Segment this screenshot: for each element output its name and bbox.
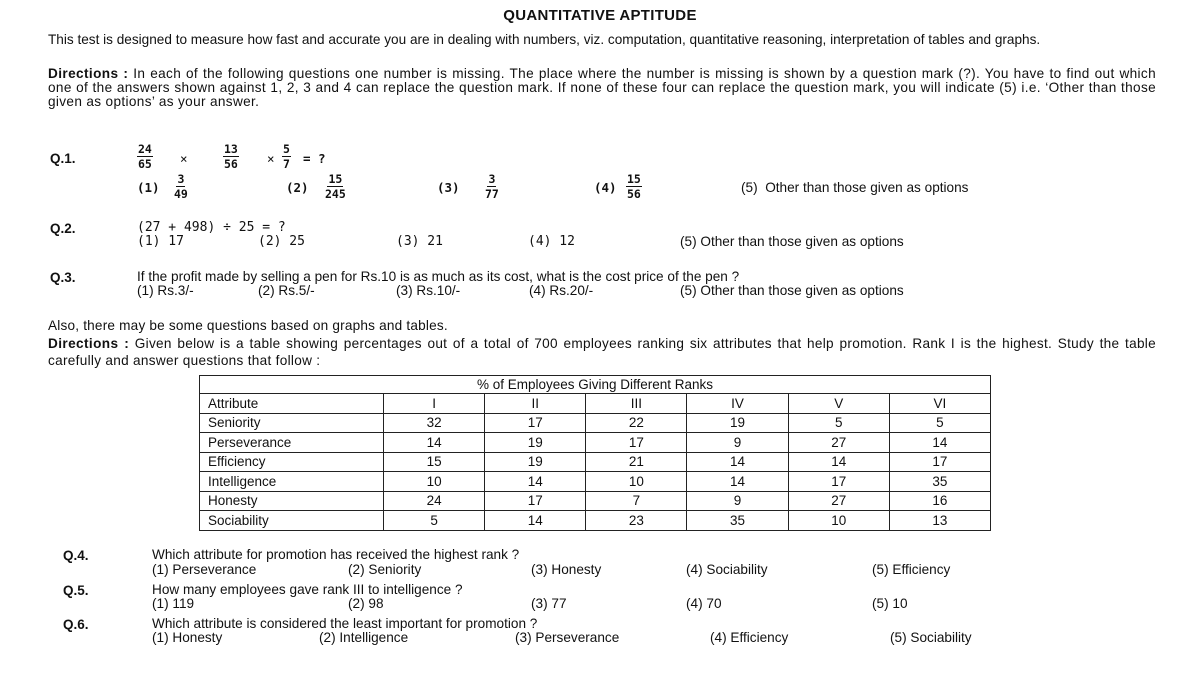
attribute-cell: Perseverance — [200, 433, 384, 453]
option-label: (3) — [437, 180, 460, 195]
q5-option-5[interactable]: (5) 10 — [872, 596, 908, 611]
q1-option-5[interactable]: (5) Other than those given as options — [741, 180, 969, 195]
ranks-table — [199, 375, 991, 531]
q1-option-3-fraction[interactable]: $\frac{3}{77}$ — [485, 172, 499, 201]
value-cell: 9 — [687, 491, 788, 511]
q6-option-3[interactable]: (3) Perseverance — [515, 630, 620, 645]
table-row — [200, 413, 991, 433]
q6-option-2[interactable]: (2) Intelligence — [319, 630, 409, 645]
question-number: Q.3. — [50, 270, 76, 285]
header-cell: VI — [889, 394, 990, 414]
page-title: QUANTITATIVE APTITUDE — [503, 7, 697, 24]
multiply-sign: × — [267, 151, 275, 166]
header-cell: I — [384, 394, 485, 414]
value-cell: 14 — [384, 433, 485, 453]
value-cell: 27 — [788, 433, 889, 453]
value-cell: 9 — [687, 433, 788, 453]
q2-option-2[interactable]: (2) 25 — [258, 234, 305, 249]
table-header-row — [200, 394, 991, 414]
value-cell: 14 — [485, 472, 586, 492]
header-cell: III — [586, 394, 687, 414]
value-cell: 5 — [788, 413, 889, 433]
q3-option-3[interactable]: (3) Rs.10/- — [396, 283, 461, 298]
directions-label: Directions : — [48, 336, 130, 351]
value-cell: 35 — [889, 472, 990, 492]
q6-option-1[interactable]: (1) Honesty — [152, 630, 223, 645]
option-label: (2) — [286, 180, 309, 195]
value-cell: 10 — [788, 511, 889, 531]
value-cell: 17 — [485, 491, 586, 511]
value-cell: 17 — [788, 472, 889, 492]
header-cell: V — [788, 394, 889, 414]
q4-option-5[interactable]: (5) Efficiency — [872, 562, 951, 577]
value-cell: 17 — [485, 413, 586, 433]
q3-option-4[interactable]: (4) Rs.20/- — [529, 283, 594, 298]
value-cell: 22 — [586, 413, 687, 433]
value-cell: 17 — [586, 433, 687, 453]
option-label: (4) — [594, 180, 617, 195]
q4-option-3[interactable]: (3) Honesty — [531, 562, 602, 577]
q1-option-1-fraction[interactable]: $\frac{3}{49}$ — [174, 172, 188, 201]
value-cell: 5 — [889, 413, 990, 433]
directions-text: In each of the following questions one number is missing. The place where the number is missing is shown by a question mark (?). You have to find out which one of the answers shown against 1, 2, 3 and 4 can replace the question mark. If none of these four can replace the question mark, you will indicate (5) i.e. ‘Other than those given as options’ as your answer. — [48, 66, 1156, 109]
value-cell: 14 — [889, 433, 990, 453]
question-number: Q.1. — [50, 151, 76, 166]
q5-question: How many employees gave rank III to intelligence ? — [152, 582, 463, 597]
table-row — [200, 491, 991, 511]
directions-paragraph-2 — [48, 335, 1156, 369]
question-number: Q.4. — [63, 548, 89, 563]
value-cell: 19 — [687, 413, 788, 433]
option-label: (1) — [137, 180, 160, 195]
q3-option-1[interactable]: (1) Rs.3/- — [137, 283, 194, 298]
attribute-cell: Honesty — [200, 491, 384, 511]
q5-option-4[interactable]: (4) 70 — [686, 596, 722, 611]
q2-option-1[interactable]: (1) 17 — [137, 234, 184, 249]
value-cell: 14 — [788, 452, 889, 472]
value-cell: 14 — [687, 452, 788, 472]
q5-option-1[interactable]: (1) 119 — [152, 596, 195, 611]
value-cell: 19 — [485, 452, 586, 472]
question-number: Q.6. — [63, 617, 89, 632]
header-cell: IV — [687, 394, 788, 414]
value-cell: 27 — [788, 491, 889, 511]
header-cell: Attribute — [200, 394, 384, 414]
attribute-cell: Seniority — [200, 413, 384, 433]
table-row — [200, 452, 991, 472]
value-cell: 21 — [586, 452, 687, 472]
table-row — [200, 472, 991, 492]
intro-paragraph: This test is designed to measure how fast and accurate you are in dealing with numbers, viz. computation, quantitative reasoning, interpretation of tables and graphs. — [48, 32, 1041, 47]
value-cell: 19 — [485, 433, 586, 453]
q3-question: If the profit made by selling a pen for Rs.10 is as much as its cost, what is the cost price of the pen ? — [137, 269, 740, 284]
table-row — [200, 511, 991, 531]
multiply-sign: × — [180, 151, 188, 166]
q1-fraction-2: $\frac{13}{56}$ — [224, 142, 238, 171]
q4-option-4[interactable]: (4) Sociability — [686, 562, 768, 577]
value-cell: 13 — [889, 511, 990, 531]
value-cell: 10 — [586, 472, 687, 492]
q1-option-2-fraction[interactable]: $\frac{15}{245}$ — [325, 172, 346, 201]
q5-option-2[interactable]: (2) 98 — [348, 596, 384, 611]
q2-option-5[interactable]: (5) Other than those given as options — [680, 234, 904, 249]
q6-question: Which attribute is considered the least important for promotion ? — [152, 616, 538, 631]
question-number: Q.2. — [50, 221, 76, 236]
q4-option-2[interactable]: (2) Seniority — [348, 562, 422, 577]
q6-option-5[interactable]: (5) Sociability — [890, 630, 972, 645]
attribute-cell: Intelligence — [200, 472, 384, 492]
q4-option-1[interactable]: (1) Perseverance — [152, 562, 257, 577]
table-row — [200, 433, 991, 453]
value-cell: 24 — [384, 491, 485, 511]
question-number: Q.5. — [63, 583, 89, 598]
value-cell: 14 — [687, 472, 788, 492]
value-cell: 23 — [586, 511, 687, 531]
directions-label: Directions : — [48, 66, 129, 81]
also-note: Also, there may be some questions based on graphs and tables. — [48, 318, 448, 333]
q1-fraction-1: $\frac{24}{65}$ — [138, 142, 152, 171]
value-cell: 16 — [889, 491, 990, 511]
table-caption: % of Employees Giving Different Ranks — [200, 376, 991, 394]
equals-question: = ? — [303, 151, 326, 166]
value-cell: 14 — [485, 511, 586, 531]
attribute-cell: Sociability — [200, 511, 384, 531]
directions-text: Given below is a table showing percentages out of a total of 700 employees ranking six attributes that help promotion. Rank I is the highest. Study the table carefully and answer questions that follow : — [48, 336, 1156, 368]
q6-option-4[interactable]: (4) Efficiency — [710, 630, 789, 645]
q2-option-4[interactable]: (4) 12 — [528, 234, 575, 249]
value-cell: 17 — [889, 452, 990, 472]
q1-option-4-fraction[interactable]: $\frac{15}{56}$ — [627, 172, 641, 201]
q5-option-3[interactable]: (3) 77 — [531, 596, 567, 611]
value-cell: 7 — [586, 491, 687, 511]
value-cell: 5 — [384, 511, 485, 531]
q2-option-3[interactable]: (3) 21 — [396, 234, 443, 249]
q2-question: (27 + 498) ÷ 25 = ? — [137, 220, 286, 235]
value-cell: 10 — [384, 472, 485, 492]
header-cell: II — [485, 394, 586, 414]
value-cell: 32 — [384, 413, 485, 433]
value-cell: 15 — [384, 452, 485, 472]
q3-option-5[interactable]: (5) Other than those given as options — [680, 283, 904, 298]
q4-question: Which attribute for promotion has received the highest rank ? — [152, 547, 520, 562]
directions-paragraph-1 — [48, 67, 1156, 109]
attribute-cell: Efficiency — [200, 452, 384, 472]
value-cell: 35 — [687, 511, 788, 531]
q1-fraction-3: $\frac{5}{7}$ — [283, 142, 290, 171]
q3-option-2[interactable]: (2) Rs.5/- — [258, 283, 315, 298]
